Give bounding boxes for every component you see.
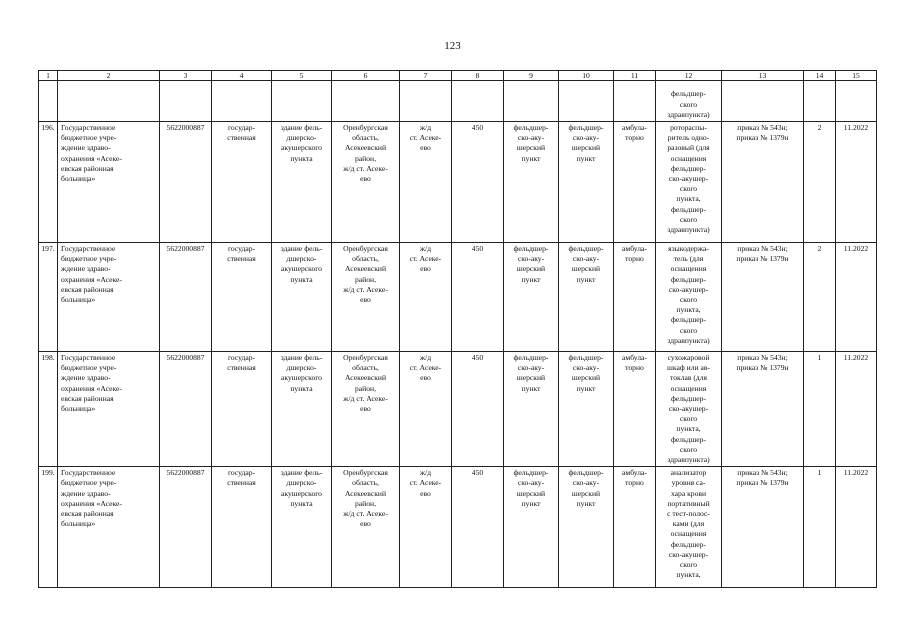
unit-cell: фельдшер- ско-аку- шерский пункт bbox=[504, 467, 559, 588]
order-cell: приказ № 543н; приказ № 1379н bbox=[722, 122, 804, 243]
unit-cell: фельдшер- ско-аку- шерский пункт bbox=[504, 122, 559, 243]
row-number: 197. bbox=[39, 243, 58, 352]
building-cell: здание фель- дшерско- акушерского пункта bbox=[272, 243, 332, 352]
unit-cell: фельдшер- ско-аку- шерский пункт bbox=[559, 352, 614, 467]
code-cell: 450 bbox=[452, 467, 504, 588]
care-cell: амбула- торно bbox=[614, 352, 656, 467]
address-cell: Оренбургская область, Асекеевский район, ж/д ст. Асеке- ево bbox=[332, 467, 400, 588]
header-cell: 2 bbox=[58, 71, 160, 81]
header-cell: 6 bbox=[332, 71, 400, 81]
inn-cell: 5622000887 bbox=[160, 467, 212, 588]
organization-cell: Государственное бюджетное учре- ждение здраво- охранения «Асеке- евская районная больница» bbox=[58, 122, 160, 243]
code-cell: 450 bbox=[452, 243, 504, 352]
ownership-cell: государ- ственная bbox=[212, 467, 272, 588]
equipment-cell: анализатор уровня са- хара крови портативный с тест-полос- ками (для оснащения фельдшер- ско-акушер- ского пункта, bbox=[656, 467, 722, 588]
locality-cell: ж/д ст. Асеке- ево bbox=[400, 243, 452, 352]
address-cell: Оренбургская область, Асекеевский район, ж/д ст. Асеке- ево bbox=[332, 122, 400, 243]
care-cell: амбула- торно bbox=[614, 122, 656, 243]
equipment-continuation-cell: фельдшер- ского здравпункта) bbox=[656, 81, 722, 122]
building-cell: здание фель- дшерско- акушерского пункта bbox=[272, 467, 332, 588]
header-cell: 13 bbox=[722, 71, 804, 81]
table-row bbox=[39, 122, 877, 243]
equipment-cell: языкодержа- тель (для оснащения фельдшер- ско-акушер- ского пункта, фельдшер- ского здравпункта) bbox=[656, 243, 722, 352]
organization-cell: Государственное бюджетное учре- ждение здраво- охранения «Асеке- евская районная больница» bbox=[58, 352, 160, 467]
locality-cell: ж/д ст. Асеке- ево bbox=[400, 122, 452, 243]
date-cell: 11.2022 bbox=[836, 352, 877, 467]
order-cell: приказ № 543н; приказ № 1379н bbox=[722, 467, 804, 588]
header-cell: 8 bbox=[452, 71, 504, 81]
building-cell: здание фель- дшерско- акушерского пункта bbox=[272, 122, 332, 243]
locality-cell: ж/д ст. Асеке- ево bbox=[400, 467, 452, 588]
table-row bbox=[39, 352, 877, 467]
date-cell: 11.2022 bbox=[836, 243, 877, 352]
organization-cell: Государственное бюджетное учре- ждение здраво- охранения «Асеке- евская районная больница» bbox=[58, 243, 160, 352]
registry-table bbox=[38, 70, 877, 588]
ownership-cell: государ- ственная bbox=[212, 243, 272, 352]
order-cell: приказ № 543н; приказ № 1379н bbox=[722, 352, 804, 467]
header-cell: 5 bbox=[272, 71, 332, 81]
header-cell: 7 bbox=[400, 71, 452, 81]
address-cell: Оренбургская область, Асекеевский район, ж/д ст. Асеке- ево bbox=[332, 243, 400, 352]
header-cell: 12 bbox=[656, 71, 722, 81]
code-cell: 450 bbox=[452, 122, 504, 243]
header-cell: 11 bbox=[614, 71, 656, 81]
header-cell: 10 bbox=[559, 71, 614, 81]
header-cell: 15 bbox=[836, 71, 877, 81]
header-cell: 3 bbox=[160, 71, 212, 81]
care-cell: амбула- торно bbox=[614, 243, 656, 352]
row-number: 198. bbox=[39, 352, 58, 467]
organization-cell: Государственное бюджетное учре- ждение здраво- охранения «Асеке- евская районная больница» bbox=[58, 467, 160, 588]
quantity-cell: 1 bbox=[804, 352, 836, 467]
continuation-row bbox=[39, 81, 877, 122]
header-cell: 1 bbox=[39, 71, 58, 81]
unit-cell: фельдшер- ско-аку- шерский пункт bbox=[504, 243, 559, 352]
row-number: 199. bbox=[39, 467, 58, 588]
ownership-cell: государ- ственная bbox=[212, 352, 272, 467]
unit-cell: фельдшер- ско-аку- шерский пункт bbox=[559, 122, 614, 243]
code-cell: 450 bbox=[452, 352, 504, 467]
care-cell: амбула- торно bbox=[614, 467, 656, 588]
date-cell: 11.2022 bbox=[836, 467, 877, 588]
ownership-cell: государ- ственная bbox=[212, 122, 272, 243]
header-cell: 9 bbox=[504, 71, 559, 81]
inn-cell: 5622000887 bbox=[160, 243, 212, 352]
quantity-cell: 2 bbox=[804, 243, 836, 352]
quantity-cell: 2 bbox=[804, 122, 836, 243]
unit-cell: фельдшер- ско-аку- шерский пункт bbox=[559, 243, 614, 352]
quantity-cell: 1 bbox=[804, 467, 836, 588]
table-row bbox=[39, 467, 877, 588]
table-row bbox=[39, 243, 877, 352]
equipment-cell: ротораспы- ритель одно- разовый (для оснащения фельдшер- ско-акушер- ского пункта, фельдшер- ского здравпункта) bbox=[656, 122, 722, 243]
inn-cell: 5622000887 bbox=[160, 352, 212, 467]
date-cell: 11.2022 bbox=[836, 122, 877, 243]
unit-cell: фельдшер- ско-аку- шерский пункт bbox=[504, 352, 559, 467]
row-number: 196. bbox=[39, 122, 58, 243]
header-cell: 14 bbox=[804, 71, 836, 81]
building-cell: здание фель- дшерско- акушерского пункта bbox=[272, 352, 332, 467]
unit-cell: фельдшер- ско-аку- шерский пункт bbox=[559, 467, 614, 588]
order-cell: приказ № 543н; приказ № 1379н bbox=[722, 243, 804, 352]
page-number: 123 bbox=[444, 40, 461, 52]
locality-cell: ж/д ст. Асеке- ево bbox=[400, 352, 452, 467]
address-cell: Оренбургская область, Асекеевский район, ж/д ст. Асеке- ево bbox=[332, 352, 400, 467]
equipment-cell: сухожаровой шкаф или ав- токлав (для оснащения фельдшер- ско-акушер- ского пункта, фельдшер- ского здравпункта) bbox=[656, 352, 722, 467]
header-cell: 4 bbox=[212, 71, 272, 81]
column-number-header bbox=[39, 71, 877, 81]
inn-cell: 5622000887 bbox=[160, 122, 212, 243]
